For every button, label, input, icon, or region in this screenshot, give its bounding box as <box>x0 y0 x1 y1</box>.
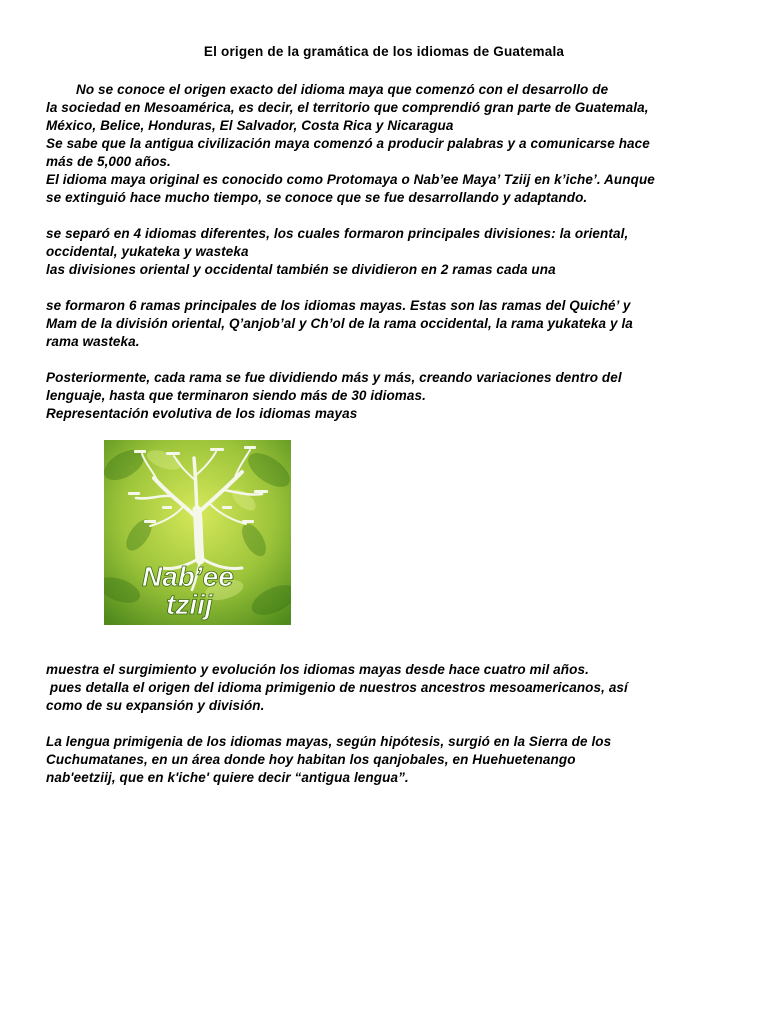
paragraph-line: se separó en 4 idiomas diferentes, los cuales formaron principales divisiones: la oriental, <box>46 226 629 241</box>
paragraph-line: pues detalla el origen del idioma primigenio de nuestros ancestros mesoamericanos, así <box>46 680 628 695</box>
paragraph-line: las divisiones oriental y occidental también se dividieron en 2 ramas cada una <box>46 262 556 277</box>
paragraph-line: lenguaje, hasta que terminaron siendo más de 30 idiomas. <box>46 388 426 403</box>
paragraph-line: La lengua primigenia de los idiomas mayas, según hipótesis, surgió en la Sierra de los <box>46 734 612 749</box>
paragraph-line: Se sabe que la antigua civilización maya comenzó a producir palabras y a comunicarse hace <box>46 136 650 151</box>
paragraph-line: Cuchumatanes, en un área donde hoy habitan los qanjobales, en Huehuetenango <box>46 752 576 767</box>
figure-caption: Representación evolutiva de los idiomas mayas <box>46 406 358 421</box>
paragraph-line: rama wasteka. <box>46 334 140 349</box>
image-title-line-1: Nab’ee <box>142 561 234 592</box>
paragraph-line: nab'eetziij, que en k'iche' quiere decir “antigua lengua”. <box>46 770 409 785</box>
paragraph-line: como de su expansión y división. <box>46 698 265 713</box>
paragraph-line: occidental, yukateka y wasteka <box>46 244 249 259</box>
paragraph-line: muestra el surgimiento y evolución los idiomas mayas desde hace cuatro mil años. <box>46 662 589 677</box>
paragraph-line: más de 5,000 años. <box>46 154 171 169</box>
paragraph-line: se formaron 6 ramas principales de los idiomas mayas. Estas son las ramas del Quiché’ y <box>46 298 631 313</box>
page-title: El origen de la gramática de los idiomas de Guatemala <box>203 44 565 59</box>
paragraph-line: El idioma maya original es conocido como Protomaya o Nab’ee Maya’ Tziij en k’iche’. Aunque <box>46 172 655 187</box>
body-text-block-1 <box>46 81 736 423</box>
body-text-block-2 <box>46 661 736 787</box>
image-title-line-2: tziij <box>166 589 213 620</box>
paragraph-line: la sociedad en Mesoamérica, es decir, el territorio que comprendió gran parte de Guatemala, <box>46 100 649 115</box>
paragraph-line: Mam de la división oriental, Q’anjob’al y Ch’ol de la rama occidental, la rama yukateka y la <box>46 316 633 331</box>
nabee-tziij-tree-image <box>104 440 291 625</box>
paragraph-line: Posteriormente, cada rama se fue dividiendo más y más, creando variaciones dentro del <box>46 370 622 385</box>
paragraph-line: se extinguió hace mucho tiempo, se conoce que se fue desarrollando y adaptando. <box>46 190 588 205</box>
paragraph-line: México, Belice, Honduras, El Salvador, Costa Rica y Nicaragua <box>46 118 454 133</box>
paragraph-line: No se conoce el origen exacto del idioma maya que comenzó con el desarrollo de <box>76 82 609 97</box>
